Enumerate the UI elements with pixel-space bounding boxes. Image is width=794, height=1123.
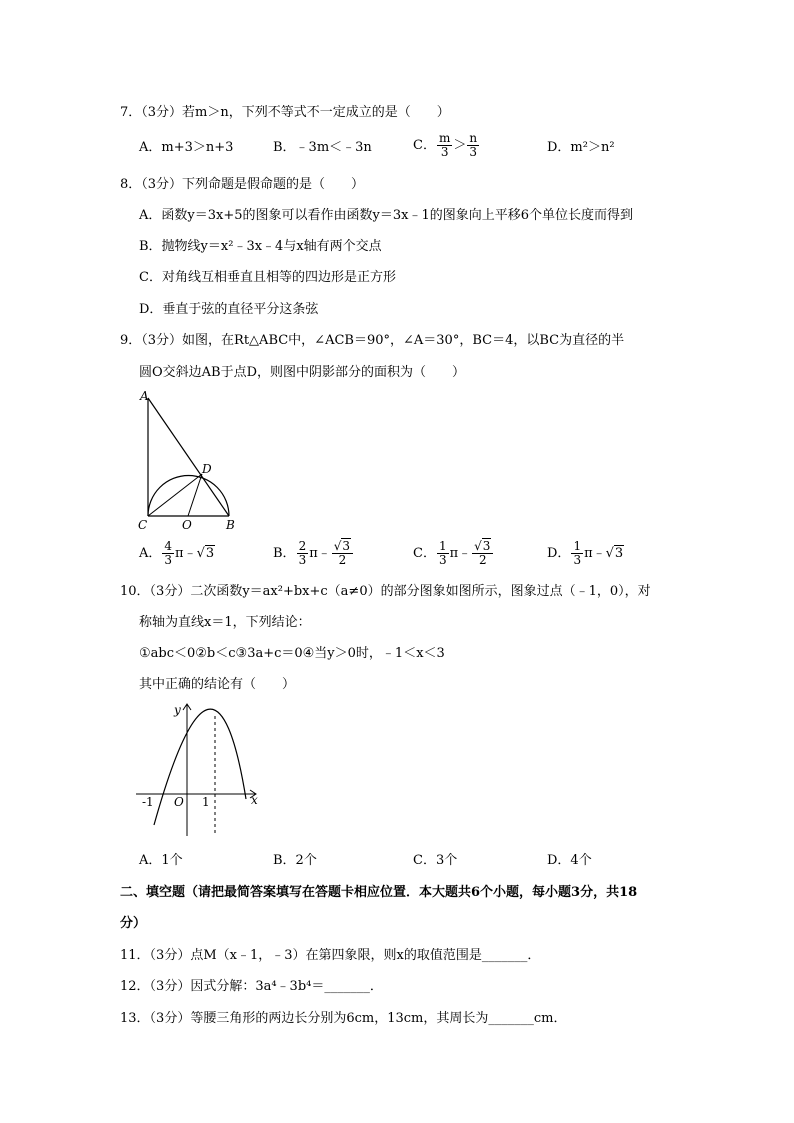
- q9-a-frac: $\frac{4}{3}$: [164, 539, 173, 567]
- q10-label-y: y: [174, 703, 181, 717]
- q10-label-x: x: [251, 793, 258, 807]
- q10-stem-line1: 10．（3分）二次函数y＝ax²+bx+c（a≠0）的部分图象如图所示，图象过点（﹣1，0），对: [120, 584, 651, 599]
- q8-stem: 8．（3分）下列命题是假命题的是（ ）: [120, 177, 365, 192]
- q9-label-b: B: [226, 518, 235, 532]
- q8-option-c: C．对角线互相垂直且相等的四边形是正方形: [139, 270, 396, 285]
- q10-option-d: D．4个: [547, 853, 592, 868]
- q9-b-frac2: $\frac{√3}{2}$: [332, 540, 353, 567]
- q9-option-a: A． $\frac{4}{3}$ π﹣√3: [139, 539, 215, 567]
- q8-option-a: A．函数y＝3x+5的图象可以看作由函数y＝3x﹣1的图象向上平移6个单位长度而得到: [139, 208, 633, 223]
- q7-option-c-label: C．: [413, 138, 436, 153]
- q9-c-frac2: $\frac{√3}{2}$: [472, 540, 493, 567]
- q9-label-a: A: [140, 389, 149, 403]
- q11-text: 11．（3分）点M（x﹣1，﹣3）在第四象限，则x的取值范围是_______．: [120, 948, 541, 963]
- q7-option-b: B．﹣3m＜﹣3n: [273, 140, 372, 155]
- q10-label-neg1: -1: [142, 795, 154, 809]
- q8-option-d: D．垂直于弦的直径平分这条弦: [139, 302, 319, 317]
- q10-option-c: C．3个: [413, 853, 458, 868]
- q9-label-c: C: [138, 518, 148, 532]
- q9-stem-line1: 9．（3分）如图，在Rt△ABC中，∠ACB＝90°，∠A＝30°，BC＝4，以BC为直径的半: [120, 333, 625, 348]
- q9-option-b: B． $\frac{2}{3}$ π﹣ $\frac{√3}{2}$: [273, 540, 354, 567]
- q7-stem: 7．（3分）若m＞n，下列不等式不一定成立的是（ ）: [120, 105, 450, 120]
- q7-option-d: D．m²＞n²: [547, 140, 615, 155]
- q9-b-frac: $\frac{2}{3}$: [298, 539, 307, 567]
- q7-frac-m3: $\frac{m}{3}$: [438, 131, 451, 159]
- q7-option-c: C． $\frac{m}{3}$ ＞ $\frac{n}{3}$: [413, 131, 478, 159]
- section2-heading-line1: 二、填空题（请把最简答案填写在答题卡相应位置．本大题共6个小题，每小题3分，共18: [120, 885, 638, 900]
- q9-d-frac: $\frac{1}{3}$: [573, 539, 582, 567]
- q7-option-a: A．m+3＞n+3: [139, 140, 234, 155]
- q12-text: 12．（3分）因式分解：3a⁴﹣3b⁴＝_______．: [120, 979, 383, 994]
- q10-option-a: A．1个: [139, 853, 183, 868]
- q10-label-o: O: [174, 795, 184, 809]
- q9-option-c: C． $\frac{1}{3}$ π﹣ $\frac{√3}{2}$: [413, 540, 494, 567]
- q9-stem-line2: 圆O交斜边AB于点D，则图中阴影部分的面积为（ ）: [139, 365, 466, 380]
- q8-option-b: B．抛物线y＝x²﹣3x﹣4与x轴有两个交点: [139, 239, 382, 254]
- q10-conclusions: ①abc＜0②b＜c③3a+c＝0④当y＞0时，﹣1＜x＜3: [139, 646, 445, 661]
- q9-figure: [130, 384, 250, 532]
- q7-frac-n3: $\frac{n}{3}$: [469, 131, 478, 159]
- q10-option-b: B．2个: [273, 853, 317, 868]
- q9-c-frac: $\frac{1}{3}$: [438, 539, 447, 567]
- q13-text: 13．（3分）等腰三角形的两边长分别为6cm，13cm，其周长为_______cm．: [120, 1011, 567, 1026]
- q10-stem-line2: 称轴为直线x＝1，下列结论：: [139, 615, 311, 630]
- q10-label-1: 1: [202, 795, 210, 809]
- section2-heading-line2: 分）: [120, 916, 147, 931]
- q9-label-d: D: [202, 462, 212, 476]
- q10-question: 其中正确的结论有（ ）: [139, 677, 296, 692]
- q10-figure: [136, 700, 266, 840]
- q9-label-o: O: [182, 518, 192, 532]
- q9-option-d: D． $\frac{1}{3}$ π﹣√3: [547, 539, 624, 567]
